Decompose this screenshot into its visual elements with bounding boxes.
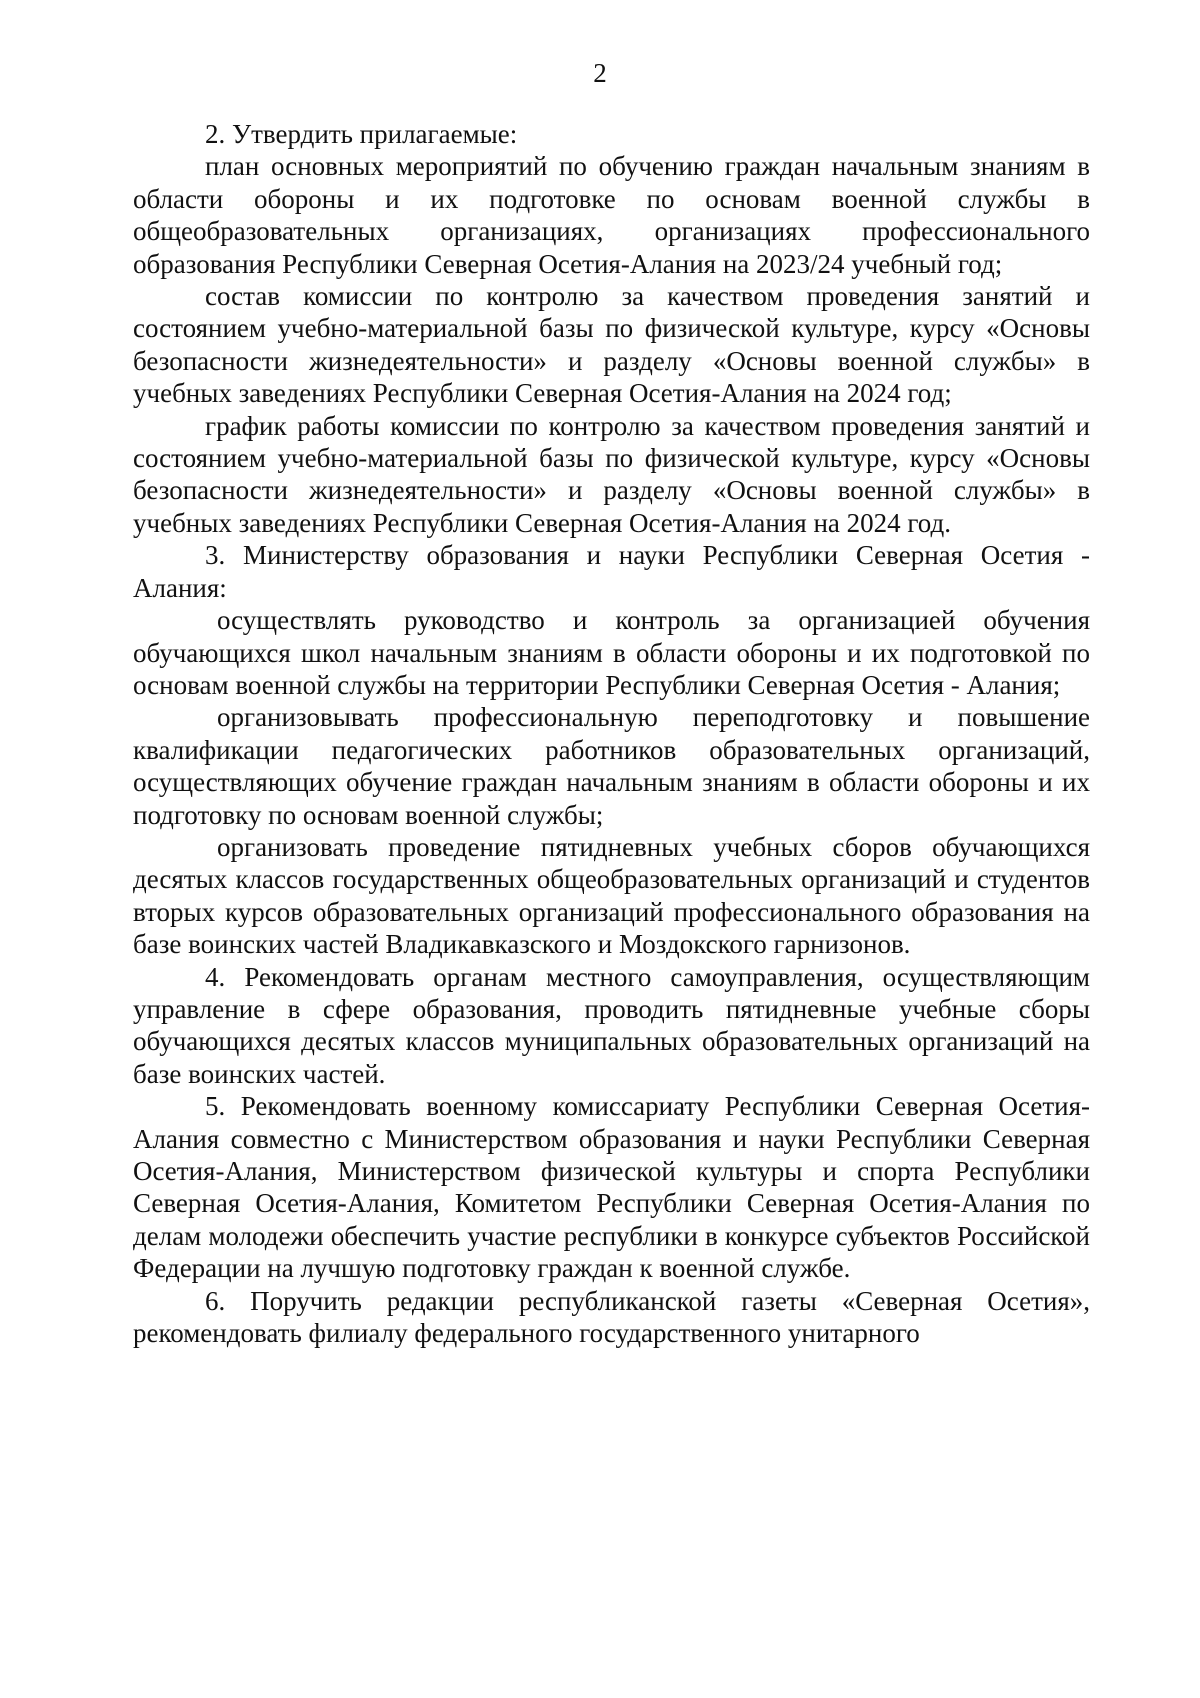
paragraph-commission-schedule: график работы комиссии по контролю за качеством проведения занятий и состоянием учебно-материальной базы по физической культуре, курсу «Основы безопасности жизнедеятельности» и разделу «Основы военной службы» в учебных заведениях Республики Северная Осетия-Алания на 2024 год.	[133, 410, 1090, 538]
document-body	[133, 118, 1090, 1349]
paragraph-supervision: осуществлять руководство и контроль за организацией обучения обучающихся школ начальным знаниям в области обороны и их подготовкой по основам военной службы на территории Республики Северная Осетия - Алания;	[133, 605, 1090, 700]
paragraph-item-2-heading: 2. Утвердить прилагаемые:	[205, 119, 518, 149]
paragraph-training-camps: организовать проведение пятидневных учебных сборов обучающихся десятых классов государственных общеобразовательных организаций и студентов вторых курсов образовательных организаций профессионального образования на базе воинских частей Владикавказского и Моздокского гарнизонов.	[133, 831, 1090, 960]
paragraph-retraining: организовывать профессиональную переподготовку и повышение квалификации педагогических работников образовательных организаций, осуществляющих обучение граждан начальным знаниям в области обороны и их подготовку по основам военной службы;	[133, 702, 1090, 830]
paragraph-item-5: 5. Рекомендовать военному комиссариату Республики Северная Осетия-Алания совместно с Министерством образования и науки Республики Северная Осетия-Алания, Министерством физической культуры и спорта Республики Северная Осетия-Алания, Комитетом Республики Северная Осетия-Алания по делам молодежи обеспечить участие республики в конкурсе субъектов Российской Федерации на лучшую подготовку граждан к военной службе.	[133, 1091, 1090, 1284]
page-number: 2	[593, 58, 607, 88]
paragraph-item-4: 4. Рекомендовать органам местного самоуправления, осуществляющим управление в сфере образования, проводить пятидневные учебные сборы обучающихся десятых классов муниципальных образовательных организаций на базе воинских частей.	[133, 961, 1090, 1089]
paragraph-item-6: 6. Поручить редакции республиканской газеты «Северная Осетия», рекомендовать филиалу федерального государственного унитарного	[133, 1285, 1090, 1349]
paragraph-commission-composition: состав комиссии по контролю за качеством проведения занятий и состоянием учебно-материальной базы по физической культуре, курсу «Основы безопасности жизнедеятельности» и разделу «Основы военной службы» в учебных заведениях Республики Северная Осетия-Алания на 2024 год;	[133, 281, 1090, 409]
paragraph-plan: план основных мероприятий по обучению граждан начальным знаниям в области обороны и их подготовке по основам военной службы в общеобразовательных организациях, организациях профессионального образования Республики Северная Осетия-Алания на 2023/24 учебный год;	[133, 151, 1090, 279]
paragraph-item-3-heading: 3. Министерству образования и науки Республики Северная Осетия - Алания:	[133, 540, 1090, 603]
